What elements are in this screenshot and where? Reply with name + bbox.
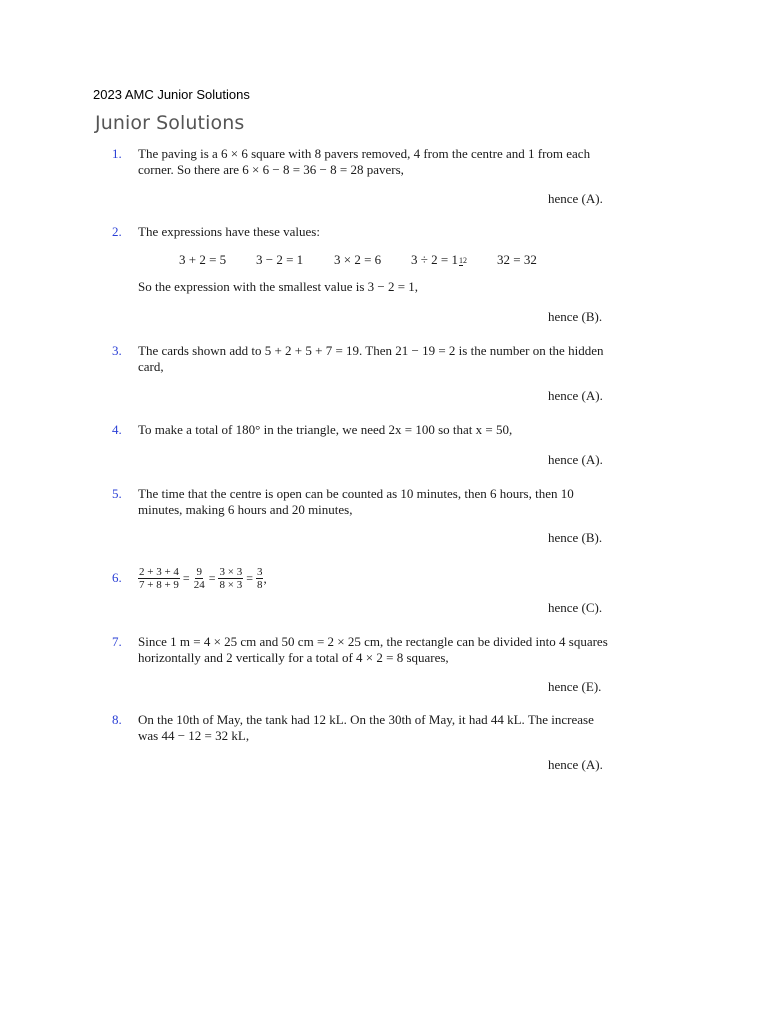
answer-label: hence (A). [548,452,603,467]
problem-text: The paving is a 6 × 6 square with 8 pavers removed, 4 from the centre and 1 from each corner. So there are 6 × 6 − 8 = 36 − 8 = 28 pavers, [138,146,591,177]
half-fraction [459,257,467,266]
problem-text-conclusion: So the expression with the smallest value is 3 − 2 = 1, [138,279,419,294]
problem-text: The cards shown add to 5 + 2 + 5 + 7 = 19. Then 21 − 19 = 2 is the number on the hidden card, [138,343,604,374]
answer-label: hence (B). [548,309,603,324]
problem-number: 3. [112,343,122,358]
fraction [256,566,267,591]
equals-sign: = [208,571,216,585]
problem-number: 2. [112,224,122,239]
expression-list [179,252,537,268]
answer-label: hence (A). [548,191,603,206]
fraction-denominator: 7 + 8 + 9 [139,579,179,591]
fraction-denominator: 8 × 3 [219,579,243,591]
fraction [193,566,206,591]
answer-label: hence (A). [548,388,603,403]
expression-mixed [411,252,497,268]
problem-number: 1. [112,146,122,161]
section-title: Junior Solutions [95,112,245,134]
expression: 3 − 2 = 1 [256,252,304,267]
answer-label: hence (B). [548,530,603,545]
problem-number: 8. [112,712,122,727]
problem-text: On the 10th of May, the tank had 12 kL. On the 30th of May, it had 44 kL. The increase was 44 − 12 = 32 kL, [138,712,594,743]
expression: 3 + 2 = 5 [179,252,227,267]
problem-text: To make a total of 180° in the triangle, we need 2x = 100 so that x = 50, [138,422,513,437]
equals-sign: = [182,571,190,585]
answer-label: hence (A). [548,757,603,772]
trailing-comma: , [263,570,267,586]
problem-text: The expressions have these values: [138,224,320,239]
problem-number: 5. [112,486,122,501]
answer-label: hence (E). [548,679,602,694]
problem-text: The time that the centre is open can be counted as 10 minutes, then 6 hours, then 10 minutes, making 6 hours and 20 minutes, [138,486,574,517]
expression: 3 × 2 = 6 [334,252,382,267]
problem-text: Since 1 m = 4 × 25 cm and 50 cm = 2 × 25 cm, the rectangle can be divided into 4 squares horizontally and 2 vertically for a total of 4 × 2 = 8 squares, [138,634,608,665]
expression: 3 ÷ 2 = 1 [411,252,458,267]
problem-number: 6. [112,570,122,585]
equals-sign: = [246,571,253,585]
document-header: 2023 AMC Junior Solutions [93,87,250,102]
fraction-numerator: 3 [256,566,263,578]
fraction-denominator: 24 [193,579,205,591]
fraction-numerator: 3 × 3 [219,566,243,578]
fraction-numerator: 2 + 3 + 4 [139,566,179,578]
expression: 32 = 32 [497,252,537,267]
answer-label: hence (C). [548,600,603,615]
problem-number: 4. [112,422,122,437]
problem-number: 7. [112,634,122,649]
fraction [138,566,180,591]
fraction-numerator: 9 [196,566,202,578]
fraction-numerator: 1 [458,255,463,265]
fraction-denominator: 8 [256,579,263,591]
fraction [218,566,243,591]
fraction-equation [138,566,267,591]
fraction-denominator: 2 [462,255,467,265]
